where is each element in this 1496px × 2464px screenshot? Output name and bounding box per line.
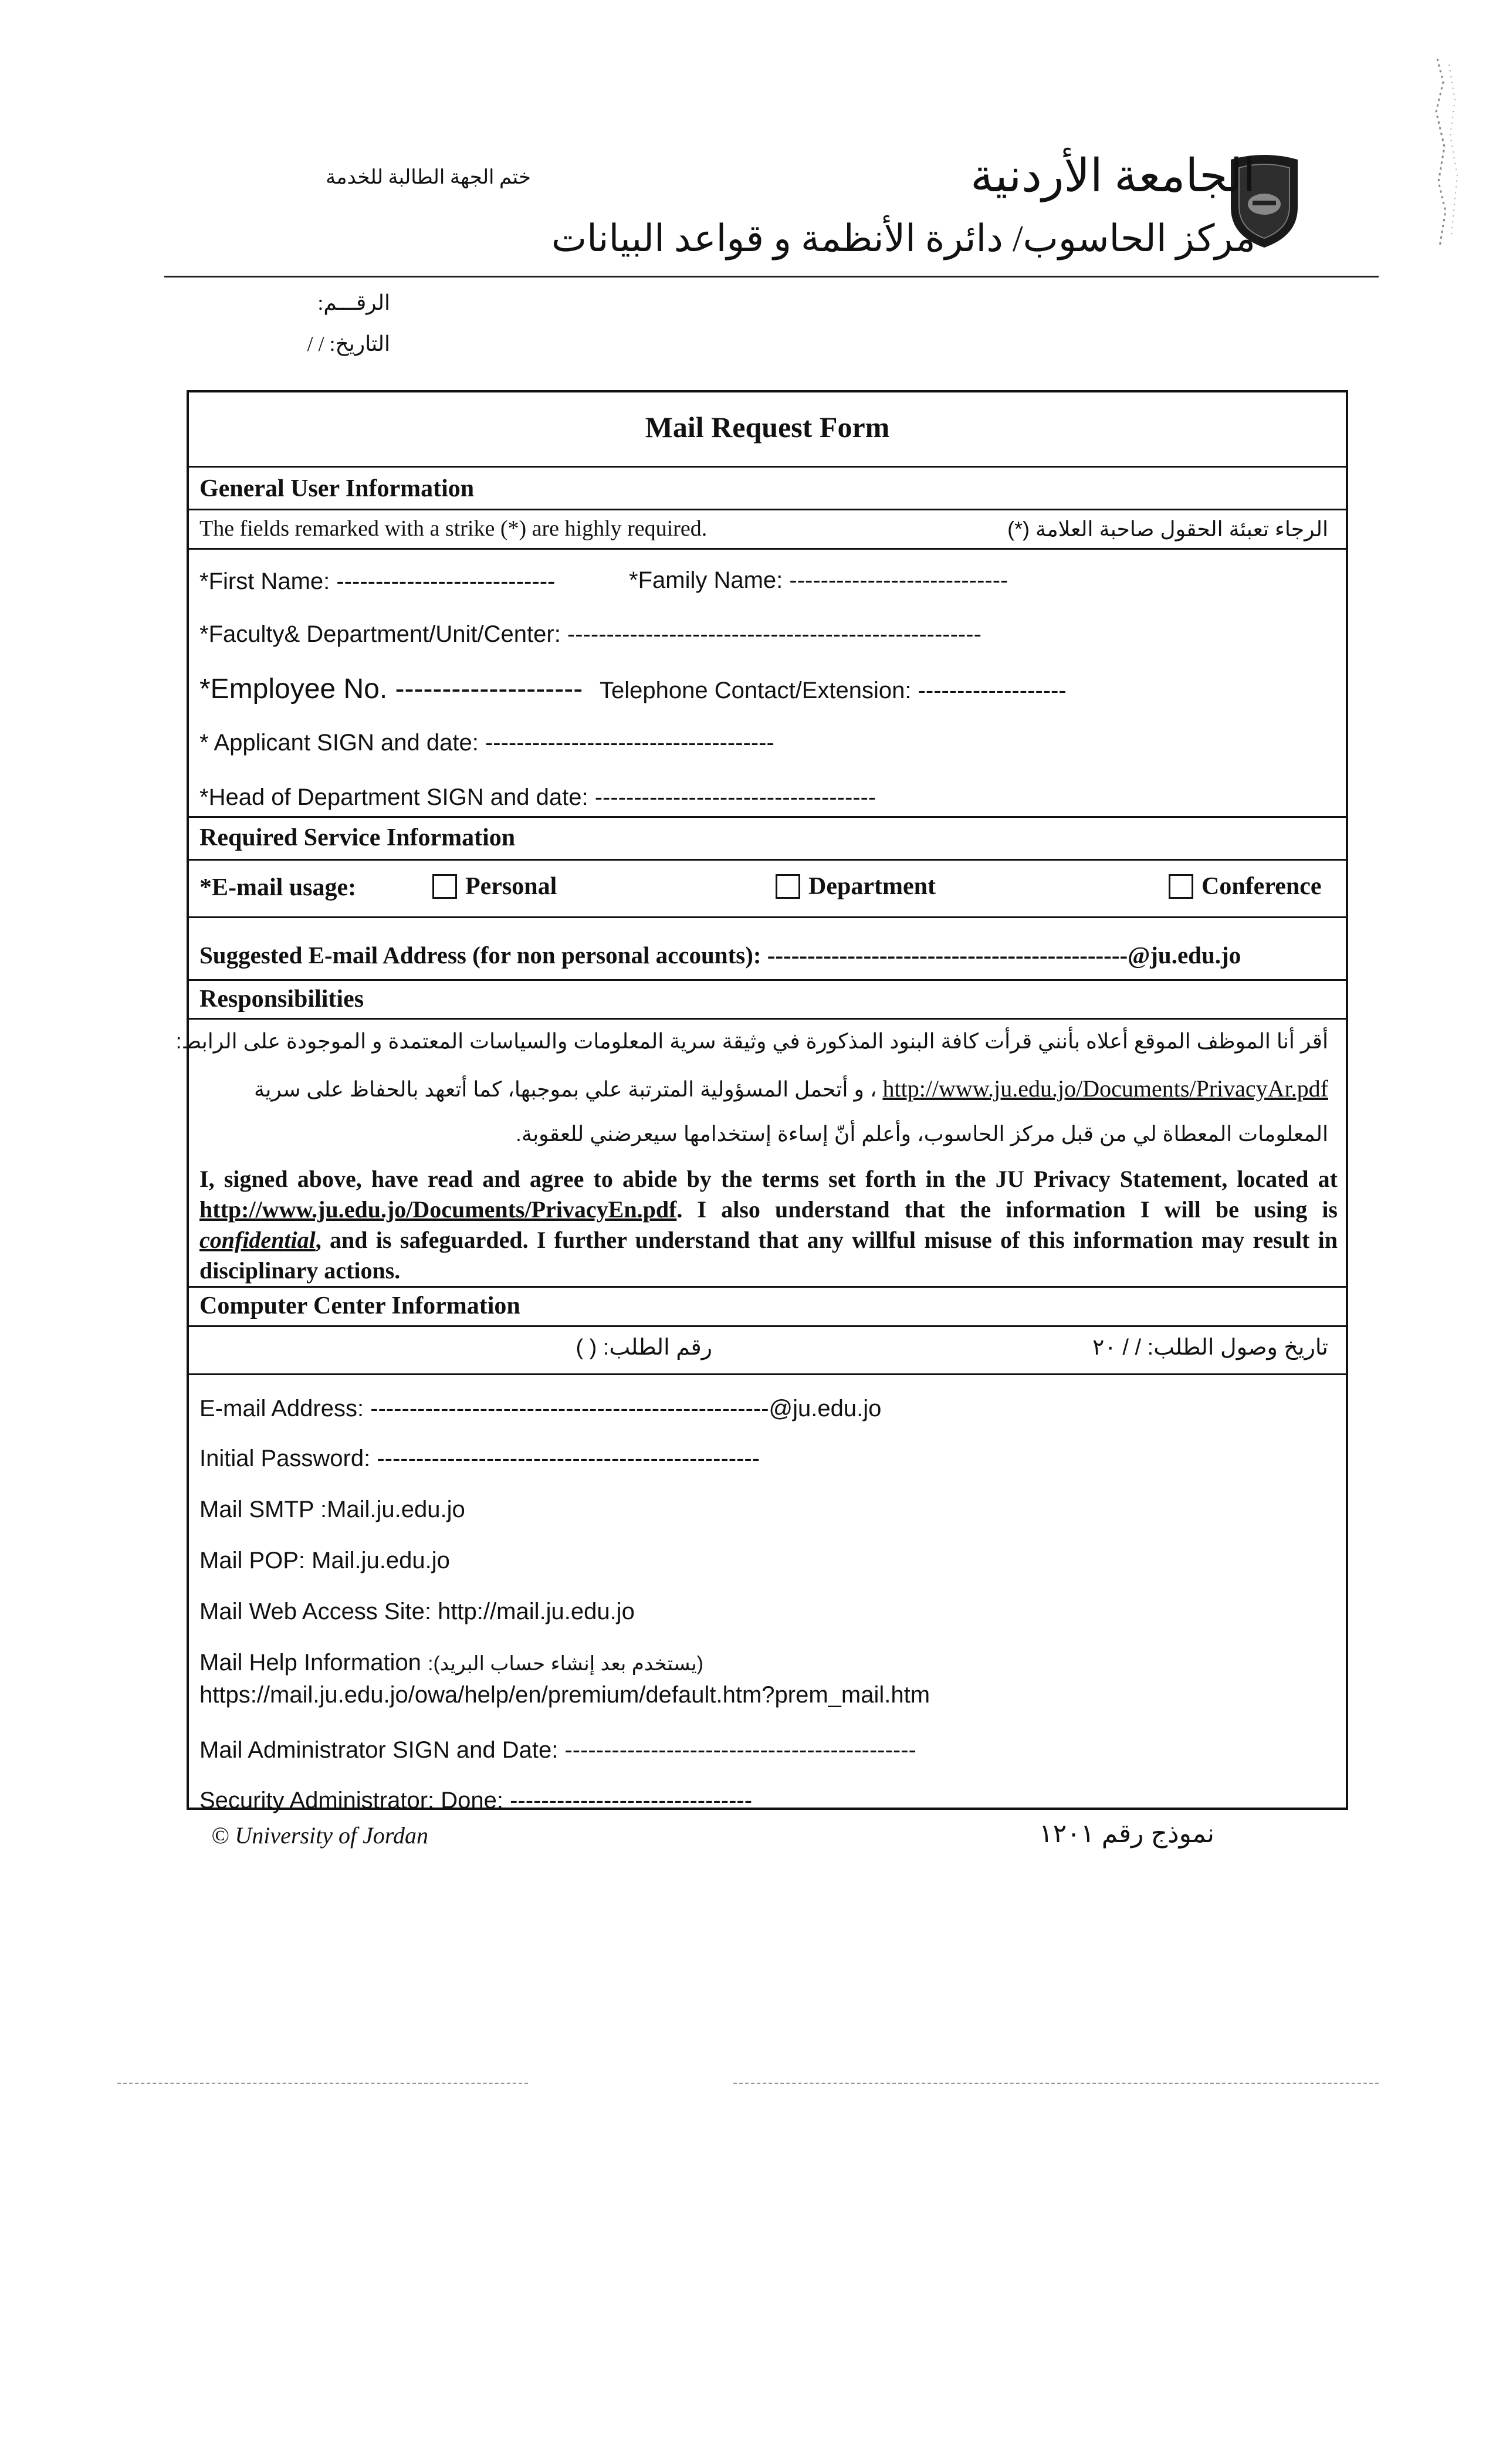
copyright-footer: © University of Jordan <box>211 1822 428 1849</box>
personal-option-label: Personal <box>465 873 557 900</box>
form-title: Mail Request Form <box>645 411 890 444</box>
faculty-department-field[interactable]: *Faculty& Department/Unit/Center: ----------------------------------------------------- <box>199 621 981 647</box>
responsibility-en-part-1: I, signed above, have read and agree to abide by the terms set forth in the JU Privacy Statement, located at <box>199 1166 1338 1192</box>
request-arrival-date-field[interactable]: تاريخ وصول الطلب: / / ٢٠ <box>1092 1335 1328 1360</box>
reference-date-label: التاريخ: / / <box>307 332 390 356</box>
divider <box>189 509 1346 510</box>
privacy-ar-link[interactable]: http://www.ju.edu.jo/Documents/PrivacyAr.pdf <box>882 1075 1328 1102</box>
form-number-footer: نموذج رقم ١٢٠١ <box>1039 1819 1214 1848</box>
mail-smtp-info: Mail SMTP :Mail.ju.edu.jo <box>199 1497 465 1522</box>
mail-web-access-info: Mail Web Access Site: http://mail.ju.edu.jo <box>199 1599 635 1624</box>
telephone-extension-field[interactable]: Telephone Contact/Extension: ------------------- <box>600 678 1067 703</box>
confidential-word: confidential <box>199 1227 316 1253</box>
section-responsibilities: Responsibilities <box>199 986 364 1013</box>
divider <box>189 1325 1346 1327</box>
security-admin-done-field[interactable]: Security Administrator: Done: ------------------------------- <box>199 1788 753 1813</box>
initial-password-field[interactable]: Initial Password: ------------------------------------------------- <box>199 1446 760 1471</box>
required-fields-note-ar: الرجاء تعبئة الحقول صاحبة العلامة (*) <box>1007 517 1328 541</box>
scan-bottom-line <box>733 2083 1379 2084</box>
scan-edge-artifact <box>1431 59 1467 246</box>
required-fields-note-en: The fields remarked with a strike (*) are highly required. <box>199 516 708 541</box>
usage-option-conference[interactable] <box>1169 872 1321 901</box>
personal-checkbox[interactable] <box>432 874 457 899</box>
requesting-party-stamp-note: ختم الجهة الطالبة للخدمة <box>326 167 531 188</box>
conference-checkbox[interactable] <box>1169 874 1193 899</box>
mail-help-ar-note: (يستخدم بعد إنشاء حساب البريد): <box>428 1653 703 1675</box>
responsibility-en-paragraph <box>199 1164 1338 1286</box>
mail-admin-sign-field[interactable]: Mail Administrator SIGN and Date: --------------------------------------------- <box>199 1737 916 1763</box>
reference-number-label: الرقـــم: <box>317 291 390 314</box>
mail-help-label: Mail Help Information <box>199 1650 421 1676</box>
divider <box>189 1373 1346 1375</box>
section-computer-center-information: Computer Center Information <box>199 1292 520 1319</box>
suggested-email-field[interactable]: Suggested E-mail Address (for non personal accounts): ---------------------------------------------@ju.edu.jo <box>199 942 1241 969</box>
divider <box>189 859 1346 861</box>
first-name-field[interactable]: *First Name: ---------------------------- <box>199 568 556 594</box>
letterhead-divider <box>164 276 1379 277</box>
employee-number-field[interactable]: *Employee No. -------------------- <box>199 673 583 705</box>
divider <box>189 916 1346 918</box>
mail-help-information <box>199 1650 703 1676</box>
responsibility-ar-line-1: أقر أنا الموظف الموقع أعلاه بأنني قرأت كافة البنود المذكورة في وثيقة سرية المعلومات والسياسات المعتمدة و الموجودة على الرابط: <box>175 1029 1328 1053</box>
responsibility-en-part-3: , and is safeguarded. I further understand that any willful misuse of this information may result in disciplinary actions. <box>199 1227 1338 1284</box>
section-general-user-information: General User Information <box>199 475 475 502</box>
divider <box>189 1018 1346 1020</box>
responsibility-ar-line-2-text: ، و أتحمل المسؤولية المترتبة علي بموجبها، كما أتعهد بالحفاظ على سرية <box>254 1077 877 1101</box>
privacy-en-link[interactable]: http://www.ju.edu.jo/Documents/PrivacyEn.pdf <box>199 1196 677 1223</box>
divider <box>189 816 1346 818</box>
department-checkbox[interactable] <box>776 874 800 899</box>
divider <box>189 548 1346 550</box>
divider <box>189 466 1346 468</box>
applicant-sign-date-field[interactable]: * Applicant SIGN and date: ------------------------------------- <box>199 730 774 756</box>
divider <box>189 1286 1346 1288</box>
request-number-field[interactable]: رقم الطلب: ( ) <box>576 1335 712 1360</box>
section-required-service-information: Required Service Information <box>199 824 516 851</box>
university-name: الجامعة الأردنية <box>970 150 1255 201</box>
divider <box>189 979 1346 981</box>
assigned-email-address-field[interactable]: E-mail Address: ---------------------------------------------------@ju.edu.jo <box>199 1396 882 1421</box>
department-name: مركز الحاسوب/ دائرة الأنظمة و قواعد البيانات <box>551 218 1255 259</box>
department-option-label: Department <box>808 873 936 900</box>
usage-option-personal[interactable] <box>432 872 557 901</box>
responsibility-en-part-2: . I also understand that the information I will be using is <box>676 1196 1338 1223</box>
head-of-department-sign-field[interactable]: *Head of Department SIGN and date: ------------------------------------ <box>199 784 876 810</box>
scan-bottom-line <box>117 2083 528 2084</box>
conference-option-label: Conference <box>1201 873 1322 900</box>
family-name-field[interactable]: *Family Name: ---------------------------- <box>629 567 1008 593</box>
email-usage-label: *E-mail usage: <box>199 874 357 901</box>
mail-help-url[interactable]: https://mail.ju.edu.jo/owa/help/en/premium/default.htm?prem_mail.htm <box>199 1682 930 1708</box>
usage-option-department[interactable] <box>776 872 936 901</box>
mail-request-form <box>175 390 1348 1813</box>
responsibility-ar-line-2 <box>254 1075 1328 1102</box>
responsibility-ar-line-3: المعلومات المعطاة لي من قبل مركز الحاسوب، وأعلم أنّ إساءة إستخدامها سيعرضني للعقوبة. <box>515 1122 1328 1146</box>
mail-pop-info: Mail POP: Mail.ju.edu.jo <box>199 1548 450 1573</box>
